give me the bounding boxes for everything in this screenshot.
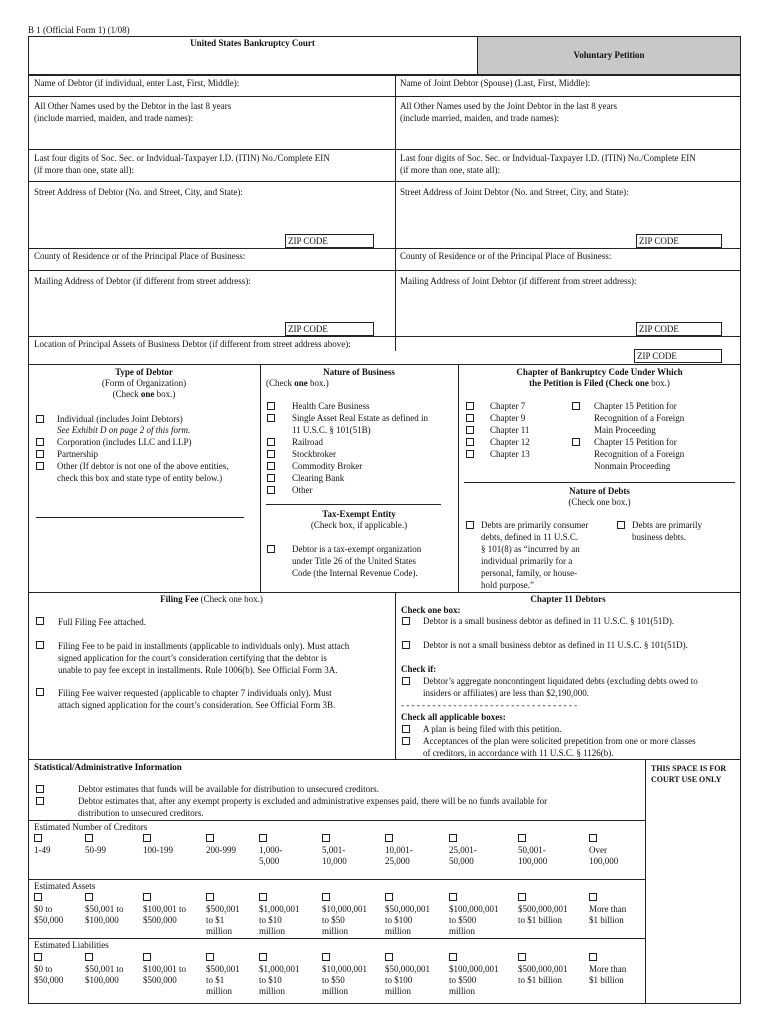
ch11-check-all: Check all applicable boxes: [401,712,506,722]
assets-title: Estimated Assets [34,881,96,891]
assets-option-4-line-2: to $1 [206,915,225,925]
debtor-county-label: County of Residence or of the Principal Place of Business: [34,251,246,261]
location-assets-label: Location of Principal Assets of Business Debtor (if different from street address above): [34,339,351,349]
acceptances-label: Acceptances of the plan were solicited prepetition from one or more classes [423,736,696,746]
liabilities-checkbox-6[interactable] [322,953,330,961]
tax-exempt-line1: Debtor is a tax-exempt organization [292,544,422,554]
creditors-option-9-line-2: 100,000 [518,856,548,866]
liabilities-title: Estimated Liabilities [34,940,109,950]
liabilities-option-8-line-1: $100,000,001 [449,964,499,974]
assets-option-3-line-1: $100,001 to [143,904,187,914]
chapter-7-label: Chapter 7 [490,401,526,411]
assets-option-9-line-2: to $1 billion [518,915,563,925]
chapter-12-checkbox[interactable] [466,438,474,446]
court-name: United States Bankruptcy Court [190,38,315,48]
nature-debts-sub: (Check one box.) [568,497,631,507]
assets-option-5-line-3: million [259,926,286,936]
commodity-broker-label: Commodity Broker [292,461,363,471]
business-debts-line2: business debts. [632,532,686,542]
funds-available-label: Debtor estimates that funds will be available for distribution to unsecured creditors. [78,784,379,794]
liabilities-option-3-line-2: $500,000 [143,975,177,985]
assets-option-6-line-3: million [322,926,349,936]
ch11-title: Chapter 11 Debtors [530,594,606,604]
assets-option-10-line-1: More than [589,904,627,914]
assets-option-2-line-1: $50,001 to [85,904,124,914]
chapter-title-2: the Petition is Filed (Check one box.) [529,378,670,388]
type-of-debtor-title: Type of Debtor [115,367,173,377]
creditors-option-8-line-1: 25,001- [449,845,477,855]
liabilities-option-1-line-2: $50,000 [34,975,64,985]
liabilities-option-7-line-1: $50,000,001 [385,964,430,974]
assets-checkbox-8[interactable] [449,893,457,901]
creditors-option-6-line-2: 10,000 [322,856,347,866]
no-funds-cont: distribution to unsecured creditors. [78,808,204,818]
consumer-debts-line3: § 101(8) as “incurred by an [481,544,580,554]
partnership-checkbox[interactable] [36,450,44,458]
railroad-checkbox[interactable] [267,438,275,446]
assets-checkbox-9[interactable] [518,893,526,901]
assets-checkbox-2[interactable] [85,893,93,901]
form-id: B 1 (Official Form 1) (1/08) [28,25,130,35]
liabilities-checkbox-7[interactable] [385,953,393,961]
liabilities-option-9-line-1: $500,000,001 [518,964,568,974]
assets-option-9-line-1: $500,000,001 [518,904,568,914]
assets-option-8-line-2: to $500 [449,915,477,925]
liabilities-option-6-line-1: $10,000,001 [322,964,367,974]
liabilities-checkbox-10[interactable] [589,953,597,961]
chapter-15-nonmain-checkbox[interactable] [572,438,580,446]
liabilities-option-10-line-2: $1 billion [589,975,624,985]
acceptances-line2: of creditors, in accordance with 11 U.S.C. § 1126(b). [423,748,614,758]
other-entity-cont: check this box and state type of entity below.) [57,473,223,483]
assets-option-7-line-2: to $100 [385,915,413,925]
liabilities-option-2-line-1: $50,001 to [85,964,124,974]
location-zip[interactable]: ZIP CODE [634,349,722,363]
debtor-ssn-label: Last four digits of Soc. Sec. or Indvidual-Taxpayer I.D. (ITIN) No./Complete EIN [34,153,330,163]
chapter-15-main-line3: Main Proceeding [594,425,656,435]
installments-label: Filing Fee to be paid in installments (applicable to individuals only). Must attach [58,641,350,651]
creditors-option-9-line-1: 50,001- [518,845,546,855]
liabilities-option-7-line-3: million [385,986,412,996]
chapter-title: Chapter of Bankruptcy Code Under Which [516,367,683,377]
liabilities-checkbox-9[interactable] [518,953,526,961]
installments-checkbox[interactable] [36,641,44,649]
liabilities-option-1-line-1: $0 to [34,964,53,974]
other-business-checkbox[interactable] [267,486,275,494]
debtor-other-names-label: All Other Names used by the Debtor in the last 8 years [34,101,232,111]
installments-line3: unable to pay fee except in installments. Rule 1006(b). See Official Form 3A. [58,665,338,675]
assets-checkbox-1[interactable] [34,893,42,901]
other-entity-checkbox[interactable] [36,462,44,470]
liabilities-checkbox-1[interactable] [34,953,42,961]
creditors-option-10-line-2: 100,000 [589,856,619,866]
liabilities-option-8-line-3: million [449,986,476,996]
joint-mailing-label: Mailing Address of Joint Debtor (if different from street address): [400,276,637,286]
chapter-11-checkbox[interactable] [466,426,474,434]
chapter-15-nonmain-line2: Recognition of a Foreign [594,449,685,459]
assets-checkbox-10[interactable] [589,893,597,901]
individual-label: Individual (includes Joint Debtors) [57,414,183,424]
health-care-label: Health Care Business [292,401,370,411]
liabilities-option-5-line-2: to $10 [259,975,282,985]
plan-filed-checkbox[interactable] [402,725,410,733]
consumer-debts-line5: personal, family, or house- [481,568,578,578]
creditors-checkbox-1[interactable] [34,834,42,842]
joint-debtor-name-label: Name of Joint Debtor (Spouse) (Last, First, Middle): [400,78,591,88]
other-business-label: Other [292,485,313,495]
tax-exempt-sub: (Check box, if applicable.) [310,520,408,530]
liabilities-checkbox-5[interactable] [259,953,267,961]
fee-waiver-checkbox[interactable] [36,688,44,696]
not-small-business-label: Debtor is not a small business debtor as defined in 11 U.S.C. § 101(51D). [423,640,688,650]
nature-debts-title: Nature of Debts [569,486,630,496]
creditors-checkbox-10[interactable] [589,834,597,842]
liabilities-option-9-line-2: to $1 billion [518,975,563,985]
assets-option-2-line-2: $100,000 [85,915,119,925]
tax-exempt-title: Tax-Exempt Entity [322,509,396,519]
debtor-street-label: Street Address of Debtor (No. and Street, City, and State): [34,187,243,197]
full-fee-label: Full Filing Fee attached. [58,617,146,627]
creditors-checkbox-5[interactable] [259,834,267,842]
single-asset-cont: 11 U.S.C. § 101(51B) [292,425,371,435]
liabilities-option-5-line-3: million [259,986,286,996]
creditors-option-7-line-2: 25,000 [385,856,410,866]
no-funds-checkbox[interactable] [36,797,44,805]
ch11-check-if: Check if: [401,664,437,674]
petition-title: Voluntary Petition [573,50,645,60]
creditors-option-5-line-2: 5,000 [259,856,280,866]
liabilities-checkbox-2[interactable] [85,953,93,961]
full-fee-checkbox[interactable] [36,617,44,625]
type-of-debtor-sub1: (Form of Organization) [101,378,187,388]
assets-option-10-line-2: $1 billion [589,915,624,925]
assets-option-6-line-2: to $50 [322,915,345,925]
consumer-debts-label: Debts are primarily consumer [481,520,589,530]
assets-checkbox-6[interactable] [322,893,330,901]
small-business-checkbox[interactable] [402,617,410,625]
creditors-checkbox-7[interactable] [385,834,393,842]
consumer-debts-checkbox[interactable] [466,521,474,529]
court-use-line2: COURT USE ONLY [651,775,722,784]
exhibit-d-note: See Exhibit D on page 2 of this form. [57,425,191,435]
assets-option-4-line-1: $500,001 [206,904,240,914]
joint-other-names-sub: (include married, maiden, and trade names): [400,113,560,123]
other-entity-line[interactable] [36,517,244,518]
installments-line2: signed application for the court’s consideration certifying that the debtor is [58,653,327,663]
corporation-label: Corporation (includes LLC and LLP) [57,437,192,447]
chapter-7-checkbox[interactable] [466,402,474,410]
creditors-option-3-line-1: 100-199 [143,845,173,855]
liabilities-option-7-line-2: to $100 [385,975,413,985]
creditors-checkbox-8[interactable] [449,834,457,842]
chapter-11-label: Chapter 11 [490,425,530,435]
nature-business-title: Nature of Business [323,367,395,377]
clearing-bank-checkbox[interactable] [267,474,275,482]
consumer-debts-line6: hold purpose.” [481,580,534,590]
assets-checkbox-5[interactable] [259,893,267,901]
liabilities-checkbox-8[interactable] [449,953,457,961]
chapter-13-checkbox[interactable] [466,450,474,458]
chapter-13-label: Chapter 13 [490,449,530,459]
joint-mailing-zip[interactable]: ZIP CODE [636,322,722,336]
tax-exempt-checkbox[interactable] [267,545,275,553]
assets-option-5-line-2: to $10 [259,915,282,925]
assets-option-7-line-1: $50,000,001 [385,904,430,914]
joint-ssn-sub: (if more than one, state all): [400,165,500,175]
liabilities-option-6-line-2: to $50 [322,975,345,985]
liabilities-option-3-line-1: $100,001 to [143,964,187,974]
assets-option-1-line-1: $0 to [34,904,53,914]
liabilities-option-8-line-2: to $500 [449,975,477,985]
assets-option-7-line-3: million [385,926,412,936]
liabilities-option-4-line-1: $500,001 [206,964,240,974]
joint-ssn-label: Last four digits of Soc. Sec. or Indvidual-Taxpayer I.D. (ITIN) No./Complete EIN [400,153,696,163]
creditors-option-8-line-2: 50,000 [449,856,474,866]
business-debts-label: Debts are primarily [632,520,702,530]
liabilities-option-4-line-2: to $1 [206,975,225,985]
joint-street-label: Street Address of Joint Debtor (No. and Street, City, and State): [400,187,629,197]
assets-option-4-line-3: million [206,926,233,936]
creditors-option-7-line-1: 10,001- [385,845,413,855]
consumer-debts-line4: individual primarily for a [481,556,573,566]
fee-waiver-label: Filing Fee waiver requested (applicable to chapter 7 individuals only). Must [58,688,332,698]
liabilities-checkbox-3[interactable] [143,953,151,961]
stockbroker-label: Stockbroker [292,449,336,459]
liabilities-option-6-line-3: million [322,986,349,996]
nature-business-sub: (Check one box.) [266,378,329,388]
joint-other-names-label: All Other Names used by the Joint Debtor in the last 8 years [400,101,617,111]
aggregate-debts-checkbox[interactable] [402,677,410,685]
chapter-15-nonmain-label: Chapter 15 Petition for [594,437,677,447]
joint-county-label: County of Residence or of the Principal Place of Business: [400,251,612,261]
funds-available-checkbox[interactable] [36,785,44,793]
single-asset-checkbox[interactable] [267,414,275,422]
debtor-mailing-label: Mailing Address of Debtor (if different from street address): [34,276,251,286]
chapter-15-main-line2: Recognition of a Foreign [594,413,685,423]
chapter-9-label: Chapter 9 [490,413,526,423]
health-care-checkbox[interactable] [267,402,275,410]
assets-checkbox-4[interactable] [206,893,214,901]
liabilities-option-10-line-1: More than [589,964,627,974]
other-entity-label: Other (If debtor is not one of the above entities, [57,461,229,471]
debtor-name-label: Name of Debtor (if individual, enter Last, First, Middle): [34,78,240,88]
small-business-label: Debtor is a small business debtor as defined in 11 U.S.C. § 101(51D). [423,616,675,626]
aggregate-debts-label: Debtor’s aggregate noncontingent liquidated debts (excluding debts owed to [423,676,698,686]
chapter-9-checkbox[interactable] [466,414,474,422]
court-use-line1: THIS SPACE IS FOR [651,764,727,773]
commodity-broker-checkbox[interactable] [267,462,275,470]
stat-title: Statistical/Administrative Information [34,762,182,772]
filing-fee-title: Filing Fee (Check one box.) [160,594,263,604]
aggregate-debts-line2: insiders or affiliates) are less than $2,190,000. [423,688,590,698]
ch11-dashes: - - - - - - - - - - - - - - - - - - - - - - - - - - - - - - - - - - [401,700,578,710]
railroad-label: Railroad [292,437,323,447]
ch11-check-one: Check one box: [401,605,461,615]
creditors-option-6-line-1: 5,001- [322,845,346,855]
partnership-label: Partnership [57,449,98,459]
creditors-title: Estimated Number of Creditors [34,822,148,832]
debtor-mailing-zip[interactable]: ZIP CODE [285,322,374,336]
creditors-option-5-line-1: 1,000- [259,845,283,855]
debtor-street-zip[interactable]: ZIP CODE [285,234,374,248]
liabilities-option-5-line-1: $1,000,001 [259,964,300,974]
type-of-debtor-sub2: (Check one box.) [112,389,176,399]
debtor-other-names-sub: (include married, maiden, and trade names): [34,113,194,123]
creditors-option-10-line-1: Over [589,845,607,855]
plan-filed-label: A plan is being filed with this petition. [423,724,562,734]
assets-option-8-line-1: $100,000,001 [449,904,499,914]
acceptances-checkbox[interactable] [402,737,410,745]
fee-waiver-line2: attach signed application for the court’s consideration. See Official Form 3B. [58,700,336,710]
joint-street-zip[interactable]: ZIP CODE [636,234,722,248]
creditors-option-1-line-1: 1-49 [34,845,51,855]
consumer-debts-line2: debts, defined in 11 U.S.C. [481,532,579,542]
no-funds-label: Debtor estimates that, after any exempt property is excluded and administrative expenses paid, there will be no funds available for [78,796,548,806]
single-asset-label: Single Asset Real Estate as defined in [292,413,428,423]
chapter-15-main-checkbox[interactable] [572,402,580,410]
liabilities-option-2-line-2: $100,000 [85,975,119,985]
debtor-ssn-sub: (if more than one, state all): [34,165,134,175]
chapter-15-main-label: Chapter 15 Petition for [594,401,677,411]
stockbroker-checkbox[interactable] [267,450,275,458]
assets-checkbox-3[interactable] [143,893,151,901]
liabilities-option-4-line-3: million [206,986,233,996]
creditors-checkbox-6[interactable] [322,834,330,842]
creditors-option-2-line-1: 50-99 [85,845,106,855]
business-debts-checkbox[interactable] [617,521,625,529]
assets-option-1-line-2: $50,000 [34,915,64,925]
creditors-checkbox-2[interactable] [85,834,93,842]
creditors-option-4-line-1: 200-999 [206,845,236,855]
creditors-checkbox-3[interactable] [143,834,151,842]
assets-option-5-line-1: $1,000,001 [259,904,300,914]
chapter-15-nonmain-line3: Nonmain Proceeding [594,461,671,471]
tax-exempt-line2: under Title 26 of the United States [292,556,416,566]
creditors-checkbox-4[interactable] [206,834,214,842]
assets-option-8-line-3: million [449,926,476,936]
assets-option-3-line-2: $500,000 [143,915,177,925]
tax-exempt-line3: Code (the Internal Revenue Code). [292,568,418,578]
assets-option-6-line-1: $10,000,001 [322,904,367,914]
clearing-bank-label: Clearing Bank [292,473,345,483]
creditors-checkbox-9[interactable] [518,834,526,842]
individual-checkbox[interactable] [36,415,44,423]
chapter-12-label: Chapter 12 [490,437,530,447]
liabilities-checkbox-4[interactable] [206,953,214,961]
corporation-checkbox[interactable] [36,438,44,446]
not-small-business-checkbox[interactable] [402,641,410,649]
assets-checkbox-7[interactable] [385,893,393,901]
